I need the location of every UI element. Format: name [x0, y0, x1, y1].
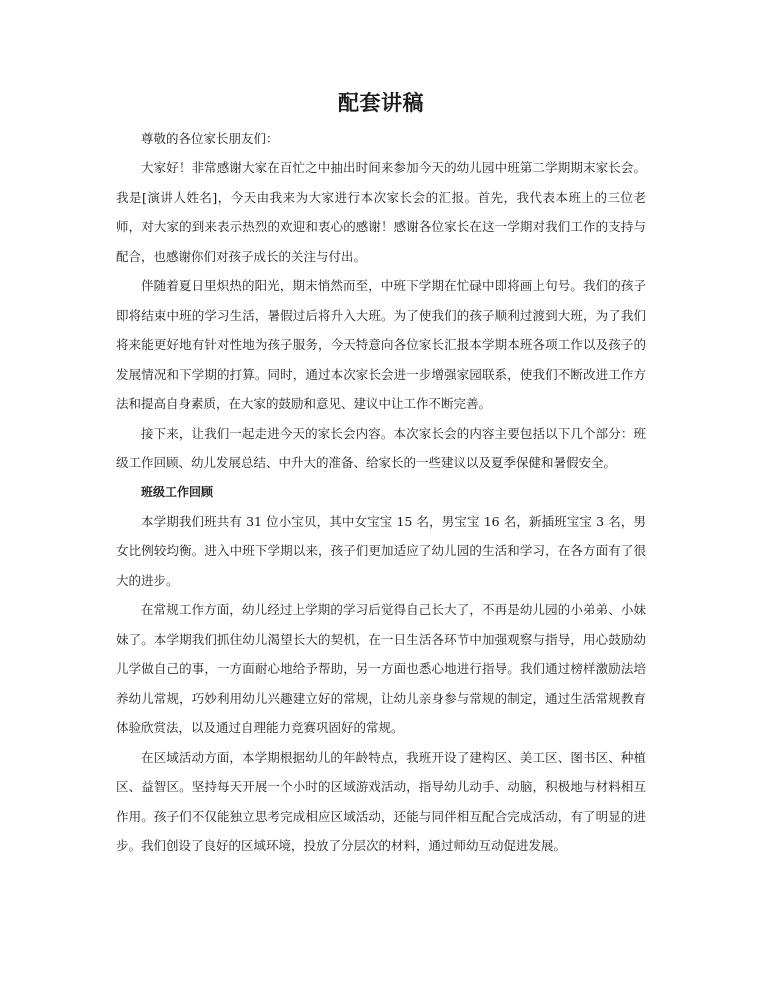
document-title: 配套讲稿	[338, 90, 424, 115]
intro-paragraph-background: 伴随着夏日里炽热的阳光，期末悄然而至，中班下学期在忙碌中即将画上句号。我们的孩子即将结束中班的学习生活，暑假过后将升入大班。为了使我们的孩子顺利过渡到大班，为了我们将来能更好地有针对性地为孩子服务，今天特意向各位家长汇报本学期本班各项工作以及孩子的发展情况和下学期的打算。同时，通过本次家长会进一步增强家园联系，使我们不断改进工作方法和提高自身素质，在大家的鼓励和意见、建议中让工作不断完善。	[116, 278, 646, 411]
section-paragraph-routine-work: 在常规工作方面，幼儿经过上学期的学习后觉得自己长大了，不再是幼儿园的小弟弟、小妹妹了。本学期我们抓住幼儿渴望长大的契机，在一日生活各环节中加强观察与指导，用心鼓励幼儿学做自己的事，一方面耐心地给予帮助，另一方面也悉心地进行指导。我们通过榜样激励法培养幼儿常规，巧妙利用幼儿兴趣建立好的常规，让幼儿亲身参与常规的制定，通过生活常规教育体验欣赏法，以及通过自理能力竞赛巩固好的常规。	[116, 602, 646, 735]
greeting-line: 尊敬的各位家长朋友们：	[141, 131, 279, 146]
intro-paragraph-agenda: 接下来，让我们一起走进今天的家长会内容。本次家长会的内容主要包括以下几个部分：班级工作回顾、幼儿发展总结、中升大的准备、给家长的一些建议以及夏季保健和暑假安全。	[116, 425, 646, 470]
section-paragraph-area-activities: 在区域活动方面，本学期根据幼儿的年龄特点，我班开设了建构区、美工区、图书区、种植区、益智区。坚持每天开展一个小时的区域游戏活动，指导幼儿动手、动脑，积极地与材料相互作用。孩子们不仅能独立思考完成相应区域活动，还能与同伴相互配合完成活动，有了明显的进步。我们创设了良好的区域环境，投放了分层次的材料，通过师幼互动促进发展。	[116, 749, 646, 853]
intro-paragraph-welcome: 大家好！非常感谢大家在百忙之中抽出时间来参加今天的幼儿园中班第二学期期末家长会。我是[演讲人姓名]，今天由我来为大家进行本次家长会的汇报。首先，我代表本班上的三位老师，对大家的到来表示热烈的欢迎和衷心的感谢！感谢各位家长在这一学期对我们工作的支持与配合，也感谢你们对孩子成长的关注与付出。	[116, 160, 646, 264]
document-body	[116, 88, 646, 861]
section-paragraph-class-overview: 本学期我们班共有 31 位小宝贝，其中女宝宝 15 名，男宝宝 16 名，新插班宝宝 3 名，男女比例较均衡。进入中班下学期以来，孩子们更加适应了幼儿园的生活和学习，在各方面有了很大的进步。	[116, 513, 646, 588]
section-heading: 班级工作回顾	[141, 484, 214, 499]
